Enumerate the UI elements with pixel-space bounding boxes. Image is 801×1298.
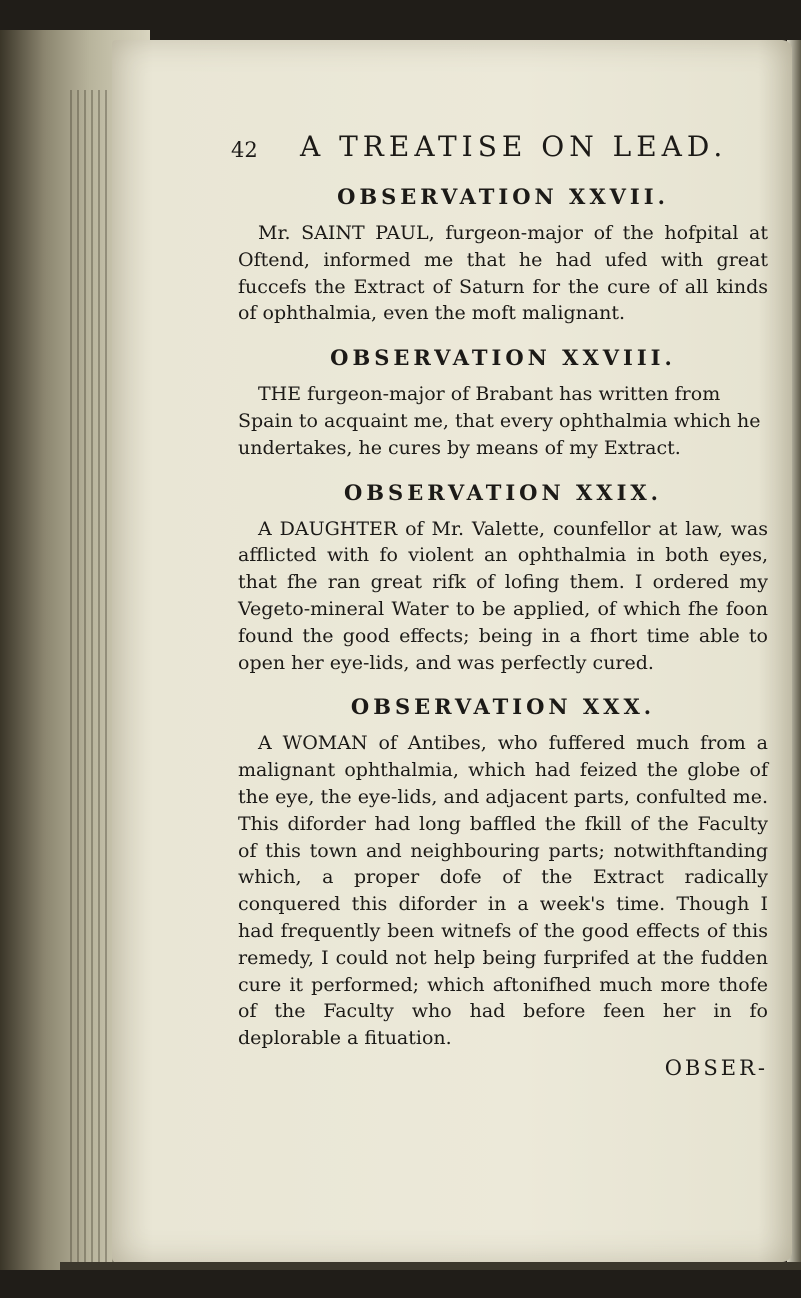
page-number: 42 — [231, 138, 258, 162]
observation-text: THE furgeon-major of Brabant has written from Spain to acquaint me, that every ophthalmia which he undertakes, he cures by means of my Extract. — [238, 383, 761, 459]
catchword: OBSER- — [664, 1055, 768, 1080]
observation-text: Mr. SAINT PAUL, furgeon-major of the hofpital at Oftend, informed me that he had ufed with great fuccefs the Extract of Saturn for the cure of all kinds of ophthalmia, even the moft malignant. — [238, 222, 768, 325]
observation-title: OBSERVATION XXVII. — [337, 184, 669, 209]
observation-title: OBSERVATION XXX. — [350, 694, 656, 720]
page-text-block — [231, 130, 768, 1084]
observation-text: A WOMAN of Antibes, who fuffered much from a malignant ophthalmia, which had feized the globe of the eye, the eye-lids, and adjacent parts, confulted me. This diforder had long baffled the fkill of the Faculty of this town and neighbouring parts; notwithftanding which, a proper dofe of the Extract radically conquered this diforder in a week's time. Though I had frequently been witnefs of the good effects of this remedy, I could not help being furprifed at the fudden cure it performed; which aftonifhed much more thofe of the Faculty who had before feen her in fo deplorable a fituation. — [238, 732, 768, 1050]
observation-text: A DAUGHTER of Mr. Valette, counfellor at law, was afflicted with fo violent an ophthalmia in both eyes, that fhe ran great rifk of lofing them. I ordered my Vegeto-mineral Water to be applied, of which fhe foon found the good effects; being in a fhort time able to open her eye-lids, and was perfectly cured. — [238, 517, 768, 674]
observation-title: OBSERVATION XXVIII. — [330, 345, 676, 371]
page-bottom-edge — [60, 1262, 801, 1270]
running-head — [231, 130, 768, 170]
running-title: A TREATISE ON LEAD. — [300, 130, 728, 163]
observation-title: OBSERVATION XXIX. — [344, 479, 662, 505]
